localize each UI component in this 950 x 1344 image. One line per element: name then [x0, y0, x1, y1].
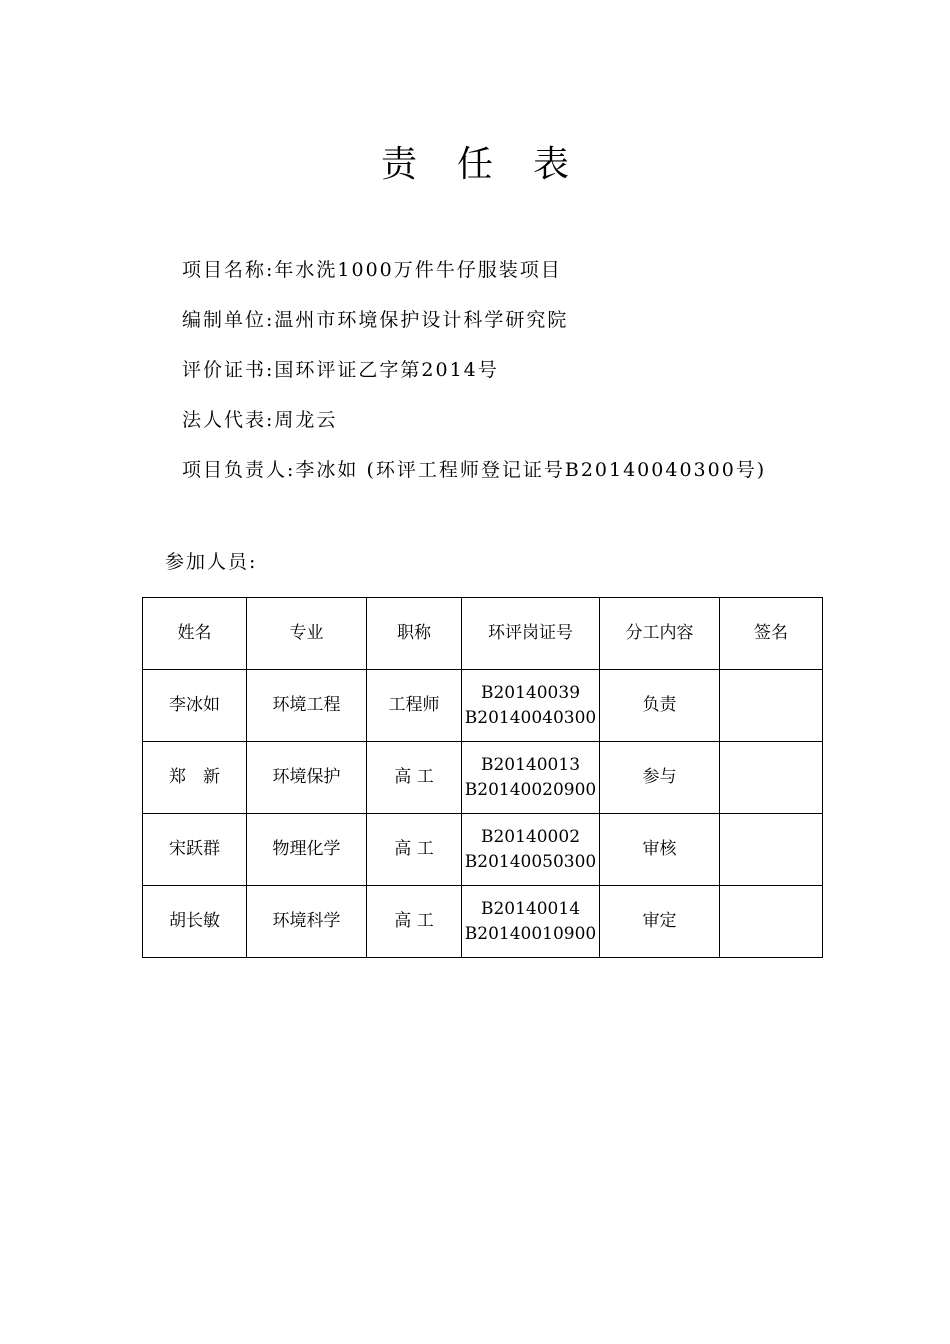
cell-cert [462, 742, 600, 814]
cell-name: 宋跃群 [143, 814, 247, 886]
cert-number: B20140002 [480, 826, 581, 847]
cell-title: 工程师 [367, 670, 462, 742]
cell-title: 高 工 [367, 886, 462, 958]
project-name-value: 年水洗1000万件牛仔服装项目 [274, 259, 562, 281]
cell-role: 参与 [600, 742, 720, 814]
cell-signature [720, 886, 823, 958]
certificate-row [182, 345, 766, 395]
header-cert: 环评岗证号 [462, 598, 600, 670]
header-major: 专业 [247, 598, 367, 670]
certificate-label: 评价证书: [182, 359, 275, 381]
project-lead-value: 李冰如 (环评工程师登记证号B20140040300号) [295, 459, 767, 481]
cell-signature [720, 814, 823, 886]
registration-number: B20140020900 [464, 779, 597, 800]
cell-role: 审核 [600, 814, 720, 886]
cell-cert [462, 670, 600, 742]
cell-major: 环境保护 [247, 742, 367, 814]
unit-value: 温州市环境保护设计科学研究院 [274, 309, 569, 331]
registration-number: B20140010900 [464, 923, 597, 944]
legal-rep-label: 法人代表: [182, 409, 275, 431]
project-lead-label: 项目负责人: [182, 459, 296, 481]
unit-row [182, 295, 766, 345]
table-row [143, 886, 823, 958]
project-name-label: 项目名称: [182, 259, 275, 281]
cell-name: 郑 新 [143, 742, 247, 814]
cell-name: 李冰如 [143, 670, 247, 742]
cell-role: 审定 [600, 886, 720, 958]
project-info [182, 245, 766, 495]
cell-signature [720, 742, 823, 814]
cell-title: 高 工 [367, 742, 462, 814]
cell-major: 物理化学 [247, 814, 367, 886]
cell-signature [720, 670, 823, 742]
cell-cert [462, 886, 600, 958]
header-signature: 签名 [720, 598, 823, 670]
registration-number: B20140050300 [464, 851, 597, 872]
unit-label: 编制单位: [182, 309, 275, 331]
table-row [143, 814, 823, 886]
table-row [143, 742, 823, 814]
cert-number: B20140014 [480, 898, 581, 919]
legal-rep-row [182, 395, 766, 445]
page-title: 责任表 [380, 144, 609, 185]
table-header-row [143, 598, 823, 670]
header-title: 职称 [367, 598, 462, 670]
cell-major: 环境工程 [247, 670, 367, 742]
project-lead-row [182, 445, 766, 495]
cell-name: 胡长敏 [143, 886, 247, 958]
registration-number: B20140040300 [464, 707, 597, 728]
staff-table [142, 597, 823, 958]
cert-number: B20140013 [480, 754, 581, 775]
participants-label: 参加人员: [165, 551, 258, 573]
cell-title: 高 工 [367, 814, 462, 886]
legal-rep-value: 周龙云 [274, 409, 338, 431]
cell-major: 环境科学 [247, 886, 367, 958]
table-row [143, 670, 823, 742]
project-name-row [182, 245, 766, 295]
header-role: 分工内容 [600, 598, 720, 670]
certificate-value: 国环评证乙字第2014号 [274, 359, 499, 381]
cell-role: 负责 [600, 670, 720, 742]
header-name: 姓名 [143, 598, 247, 670]
cert-number: B20140039 [480, 682, 581, 703]
cell-cert [462, 814, 600, 886]
